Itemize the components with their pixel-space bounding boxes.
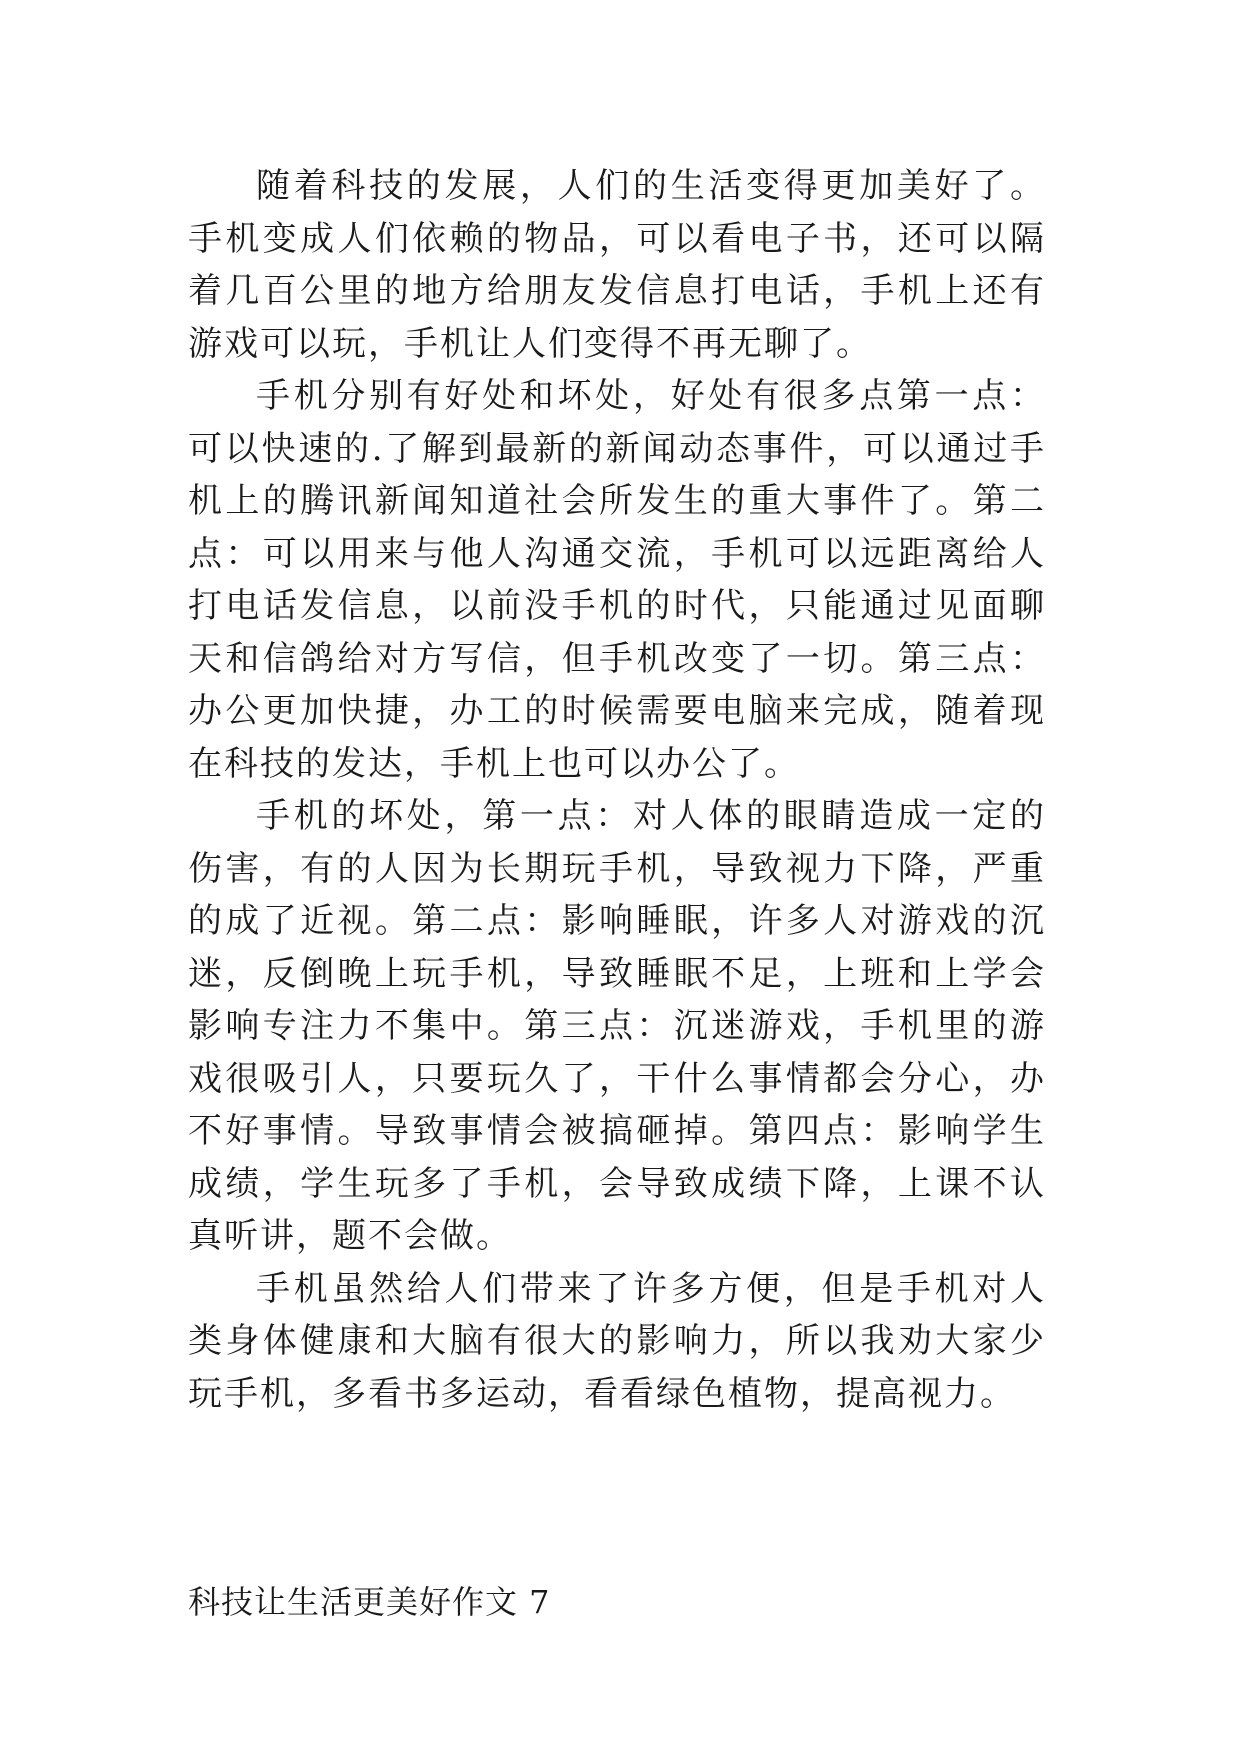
section-heading: 科技让生活更美好作文 7 xyxy=(188,1583,551,1621)
paragraph-conclusion: 手机虽然给人们带来了许多方便，但是手机对人类身体健康和大脑有很大的影响力，所以我劝大家少玩手机，多看书多运动，看看绿色植物，提高视力。 xyxy=(188,1268,1046,1414)
paragraph-intro: 随着科技的发展，人们的生活变得更加美好了。手机变成人们依赖的物品，可以看电子书，还可以隔着几百公里的地方给朋友发信息打电话，手机上还有游戏可以玩，手机让人们变得不再无聊了。 xyxy=(188,166,1046,364)
paragraph-advantages: 手机分别有好处和坏处，好处有很多点第一点：可以快速的.了解到最新的新闻动态事件，可以通过手机上的腾讯新闻知道社会所发生的重大事件了。第二点：可以用来与他人沟通交流，手机可以远距离给人打电话发信息，以前没手机的时代，只能通过见面聊天和信鸽给对方写信，但手机改变了一切。第三点：办公更加快捷，办工的时候需要电脑来完成，随着现在科技的发达，手机上也可以办公了。 xyxy=(188,376,1046,784)
document-body xyxy=(188,160,1046,1420)
paragraph-disadvantages: 手机的坏处，第一点：对人体的眼睛造成一定的伤害，有的人因为长期玩手机，导致视力下降，严重的成了近视。第二点：影响睡眠，许多人对游戏的沉迷，反倒晚上玩手机，导致睡眠不足，上班和上学会影响专注力不集中。第三点：沉迷游戏，手机里的游戏很吸引人，只要玩久了，干什么事情都会分心，办不好事情。导致事情会被搞砸掉。第四点：影响学生成绩，学生玩多了手机，会导致成绩下降，上课不认真听讲，题不会做。 xyxy=(188,796,1046,1256)
